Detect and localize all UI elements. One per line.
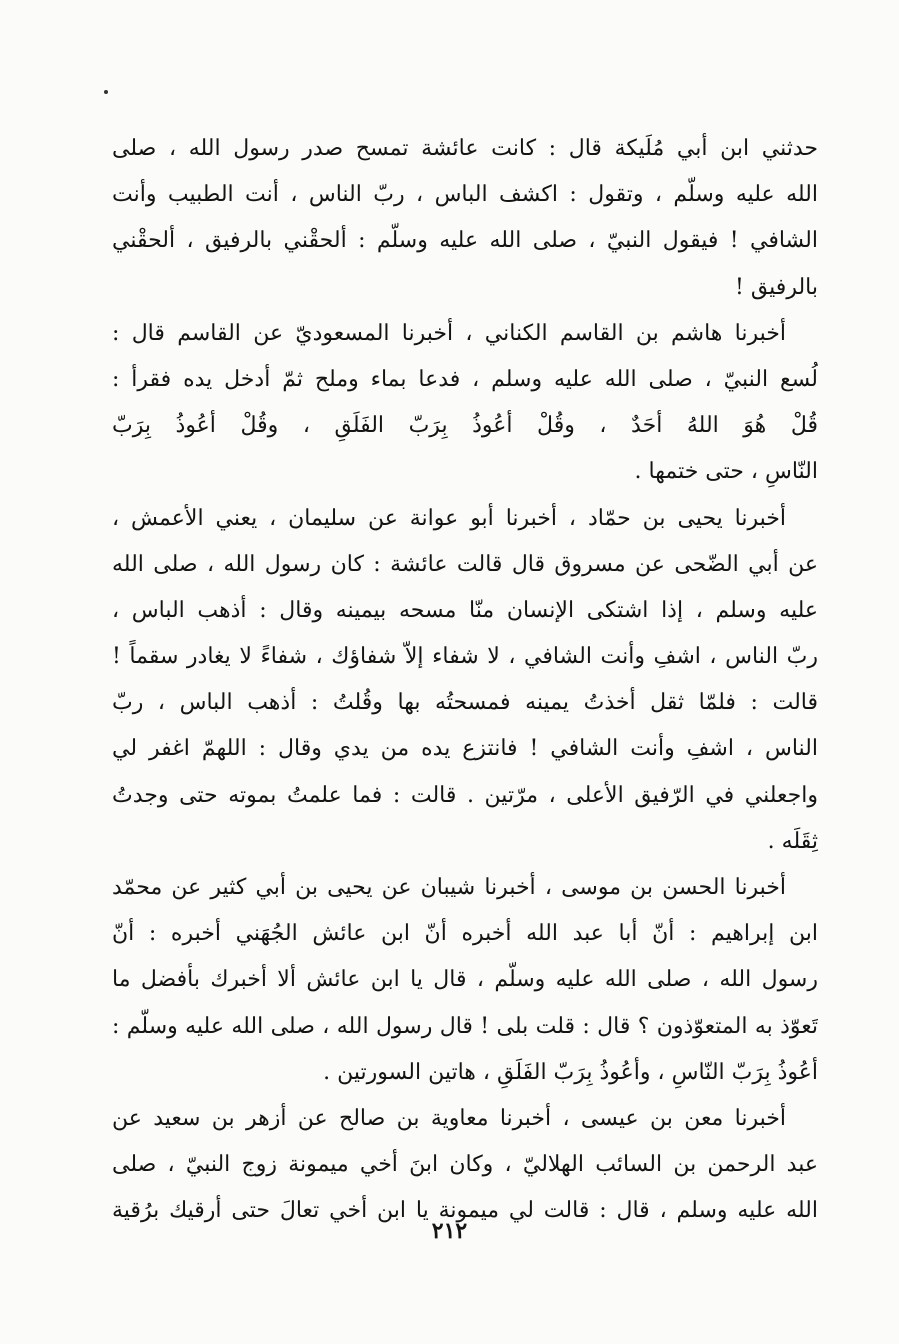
page-number: ٢١٢ xyxy=(431,1218,468,1244)
text-line: أخبرنا يحيى بن حمّاد ، أخبرنا أبو عوانة عن سليمان ، يعني الأعمش ، xyxy=(112,505,786,531)
text-line: أخبرنا هاشم بن القاسم الكناني ، أخبرنا المسعوديّ عن القاسم قال : xyxy=(112,320,786,346)
text-line: قُلْ هُوَ اللهُ أحَدٌ ، وقُلْ أعُوذُ بِرَبّ الفَلَقِ ، وقُلْ أعُوذُ بِرَبّ xyxy=(112,413,818,439)
text-line: ثِقَلَه . xyxy=(767,828,818,854)
text-line: عبد الرحمن بن السائب الهلاليّ ، وكان ابنَ أخي ميمونة زوج النبيّ ، صلى xyxy=(112,1152,818,1178)
text-line: أخبرنا الحسن بن موسى ، أخبرنا شيبان عن يحيى بن أبي كثير عن محمّد xyxy=(112,875,786,900)
text-line: الشافي ! فيقول النبيّ ، صلى الله عليه وسلّم : ألحقْني بالرفيق ، ألحقْني xyxy=(112,228,818,254)
text-line: واجعلني في الرّفيق الأعلى ، مرّتين . قالت : فما علمتُ بموته حتى وجدتُ xyxy=(112,782,818,808)
text-line: أعُوذُ بِرَبّ النّاسِ ، وأعُوذُ بِرَبّ الفَلَقِ ، هاتين السورتين . xyxy=(323,1059,818,1085)
text-line: ابن إبراهيم : أنّ أبا عبد الله أخبره أنّ ابن عائش الجُهَني أخبره : أنّ xyxy=(112,921,818,947)
paragraph-1 xyxy=(112,126,818,311)
text-line: الله عليه وسلم ، قال : قالت لي ميمونة يا ابن أخي تعالَ حتى أرقيك برُقية xyxy=(112,1198,818,1224)
text-line: لُسع النبيّ ، صلى الله عليه وسلم ، فدعا بماء وملح ثمّ أدخل يده فقرأ : xyxy=(112,366,818,392)
text-line: رسول الله ، صلى الله عليه وسلّم ، قال يا ابن عائش ألا أخبرك بأفضل ما xyxy=(112,967,818,993)
scan-speck xyxy=(104,90,108,94)
text-line: تَعوّذ به المتعوّذون ؟ قال : قلت بلى ! قال رسول الله ، صلى الله عليه وسلّم : xyxy=(112,1013,818,1039)
text-line: أخبرنا معن بن عيسى ، أخبرنا معاوية بن صالح عن أزهر بن سعيد عن xyxy=(112,1105,786,1131)
text-line: عن أبي الضّحى عن مسروق قال قالت عائشة : كان رسول الله ، صلى الله xyxy=(112,551,818,577)
text-line: ربّ الناس ، اشفِ وأنت الشافي ، لا شفاء إلاّ شفاؤك ، شفاءً لا يغادر سقماً ! xyxy=(112,644,818,670)
text-line: قالت : فلمّا ثقل أخذتُ يمينه فمسحتُه بها وقُلتُ : أذهب الباس ، ربّ xyxy=(112,690,818,716)
paragraph-2 xyxy=(112,311,818,496)
paragraph-5 xyxy=(112,1096,818,1235)
text-line: الله عليه وسلّم ، وتقول : اكشف الباس ، ربّ الناس ، أنت الطبيب وأنت xyxy=(112,182,818,208)
text-line: بالرفيق ! xyxy=(734,274,818,300)
paragraph-3 xyxy=(112,496,818,866)
text-line: النّاسِ ، حتى ختمها . xyxy=(634,459,818,485)
text-line: الناس ، اشفِ وأنت الشافي ! فانتزع يده من يدي وقال : اللهمّ اغفر لي xyxy=(112,736,818,762)
text-line: حدثني ابن أبي مُلَيكة قال : كانت عائشة تمسح صدر رسول الله ، صلى xyxy=(112,136,818,161)
paragraph-4 xyxy=(112,865,818,1096)
page-body xyxy=(112,126,818,1235)
text-line: عليه وسلم ، إذا اشتكى الإنسان منّا مسحه بيمينه وقال : أذهب الباس ، xyxy=(112,597,818,623)
